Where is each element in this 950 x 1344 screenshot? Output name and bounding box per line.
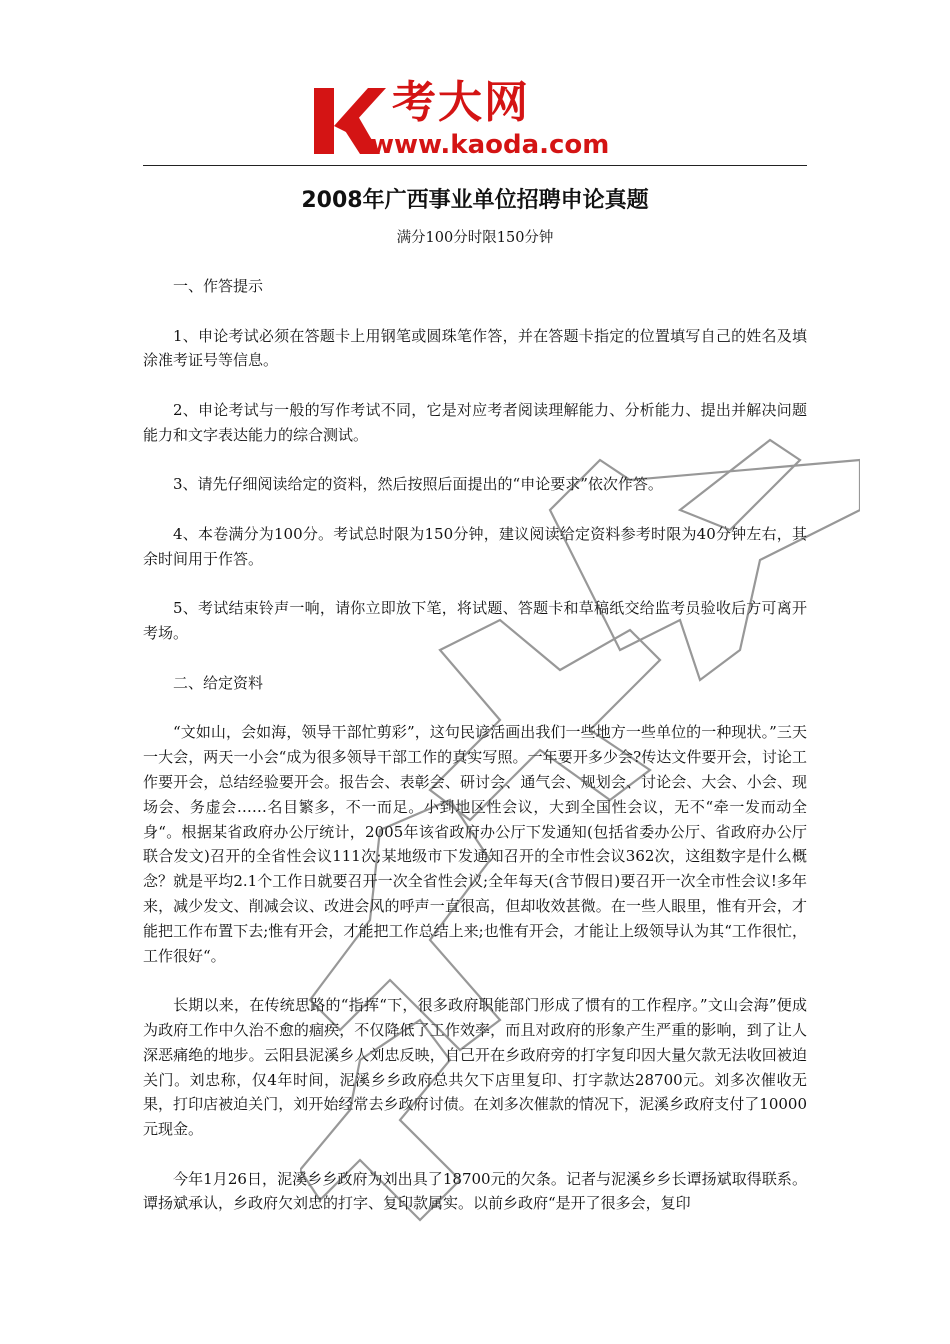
- instruction-item: 5、考试结束铃声一响，请你立即放下笔，将试题、答题卡和草稿纸交给监考员验收后方可离开考场。: [143, 599, 807, 643]
- instruction-item: 2、申论考试与一般的写作考试不同，它是对应考者阅读理解能力、分析能力、提出并解决问题能力和文字表达能力的综合测试。: [143, 400, 807, 444]
- instruction-item: 3、请先仔细阅读给定的资料，然后按照后面提出的“申论要求”依次作答。: [173, 475, 663, 494]
- instruction-item: 1、申论考试必须在答题卡上用钢笔或圆珠笔作答，并在答题卡指定的位置填写自己的姓名及填涂准考证号等信息。: [143, 326, 807, 370]
- instruction-item: 4、本卷满分为100分。考试总时限为150分钟，建议阅读给定资料参考时限为40分钟左右，其余时间用于作答。: [143, 524, 807, 568]
- page-subtitle: 满分100分时限150分钟: [396, 230, 554, 246]
- material-paragraph: 长期以来，在传统思路的“指挥“下，很多政府职能部门形成了惯有的工作程序。”文山会海”便成为政府工作中久治不愈的痼疾，不仅降低了工作效率，而且对政府的形象产生严重的影响，到了让人深恶痛绝的地步。云阳县泥溪乡人刘忠反映，自己开在乡政府旁的打字复印因大量欠款无法收回被迫关门。刘忠称，仅4年时间，泥溪乡乡政府总共欠下店里复印、打字款达28700元。刘多次催收无果，打印店被迫关门，刘开始经常去乡政府讨债。在刘多次催款的情况下，泥溪乡政府支付了10000元现金。: [143, 996, 807, 1139]
- document-body: [143, 274, 807, 1241]
- kaoda-logo: [310, 78, 650, 160]
- page-title: 2008年广西事业单位招聘申论真题: [301, 188, 649, 213]
- section-heading-instructions: 一、作答提示: [173, 277, 264, 295]
- material-paragraph: 今年1月26日，泥溪乡乡政府为刘出具了18700元的欠条。记者与泥溪乡乡长谭扬斌取得联系。谭扬斌承认，乡政府欠刘忠的打字、复印款属实。以前乡政府“是开了很多会，复印: [143, 1169, 807, 1213]
- logo-name: 考大网: [392, 77, 530, 128]
- section-heading-materials: 二、给定资料: [173, 673, 264, 692]
- logo-url: www.kaoda.com: [370, 130, 610, 160]
- material-paragraph: “文如山，会如海，领导干部忙剪彩”，这句民谚活画出我们一些地方一些单位的一种现状。”三天一大会，两天一小会“成为很多领导干部工作的真实写照。一年要开多少会?传达文件要开会，讨论工作要开会，总结经验要开会。报告会、表彰会、研讨会、通气会、规划会、讨论会、大会、小会、现场会、务虚会……名目繁多，不一而足。小到地区性会议，大到全国性会议，无不“牵一发而动全身“。根据某省政府办公厅统计，2005年该省政府办公厅下发通知(包括省委办公厅、省政府办公厅联合发文)召开的全省性会议111次;某地级市下发通知召开的全市性会议362次，这组数字是什么概念？就是平均2.1个工作日就要召开一次全省性会议;全年每天(含节假日)要召开一次全市性会议!多年来，减少发文、削减会议、改进会风的呼声一直很高，但却收效甚微。在一些人眼里，惟有开会，才能把工作布置下去;惟有开会，才能把工作总结上来;也惟有开会，才能让上级领导认为其“工作很忙，工作很好“。: [143, 723, 807, 965]
- header-rule: [143, 165, 807, 166]
